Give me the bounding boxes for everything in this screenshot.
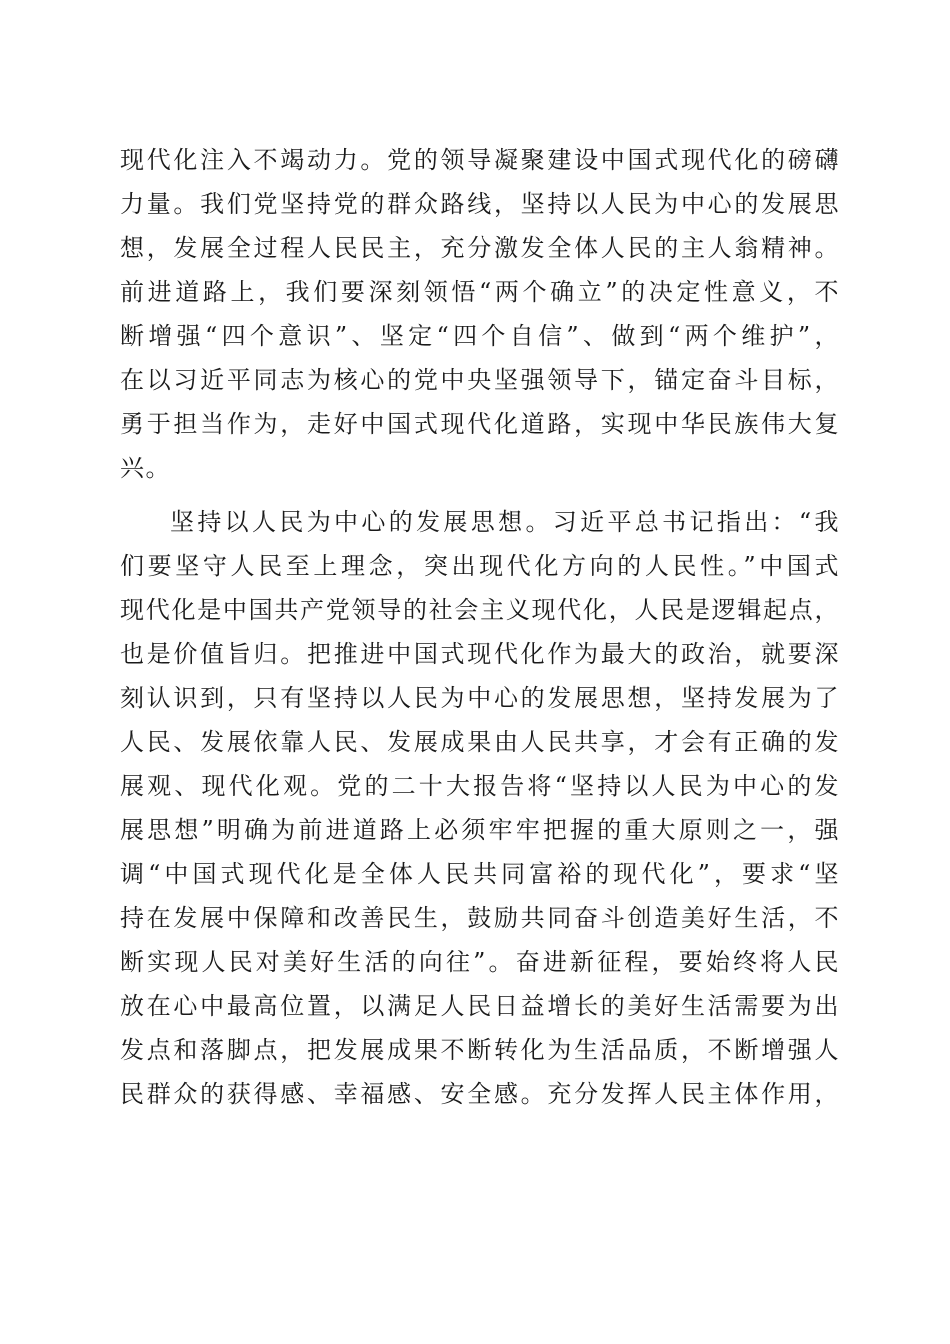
text-line: 展观、现代化观。党的二十大报告将“坚持以人民为中心的发 <box>120 772 840 800</box>
text-line: 展思想”明确为前进道路上必须牢牢把握的重大原则之一，强 <box>120 816 840 844</box>
text-line: 断实现人民对美好生活的向往”。奋进新征程，要始终将人民 <box>120 948 840 976</box>
text-line: 放在心中最高位置，以满足人民日益增长的美好生活需要为出 <box>120 992 840 1020</box>
text-line: 力量。我们党坚持党的群众路线，坚持以人民为中心的发展思 <box>120 190 840 218</box>
text-line: 前进道路上，我们要深刻领悟“两个确立”的决定性意义，不 <box>120 278 840 306</box>
text-line: 想，发展全过程人民民主，充分激发全体人民的主人翁精神。 <box>120 234 840 262</box>
text-line: 现代化是中国共产党领导的社会主义现代化，人民是逻辑起点， <box>120 596 840 624</box>
text-line: 坚持以人民为中心的发展思想。习近平总书记指出：“我 <box>170 508 840 536</box>
text-line: 民群众的获得感、幸福感、安全感。充分发挥人民主体作用， <box>120 1080 840 1108</box>
text-line: 调“中国式现代化是全体人民共同富裕的现代化”，要求“坚 <box>120 860 840 888</box>
text-line: 们要坚守人民至上理念，突出现代化方向的人民性。”中国式 <box>120 552 840 580</box>
text-line: 也是价值旨归。把推进中国式现代化作为最大的政治，就要深 <box>120 640 840 668</box>
text-line: 断增强“四个意识”、坚定“四个自信”、做到“两个维护”， <box>120 322 840 350</box>
text-line: 持在发展中保障和改善民生，鼓励共同奋斗创造美好生活，不 <box>120 904 840 932</box>
text-line: 在以习近平同志为核心的党中央坚强领导下，锚定奋斗目标， <box>120 366 840 394</box>
text-line: 兴。 <box>120 454 171 482</box>
text-line: 刻认识到，只有坚持以人民为中心的发展思想，坚持发展为了 <box>120 684 840 712</box>
text-line: 人民、发展依靠人民、发展成果由人民共享，才会有正确的发 <box>120 728 840 756</box>
text-line: 勇于担当作为，走好中国式现代化道路，实现中华民族伟大复 <box>120 410 840 438</box>
text-line: 发点和落脚点，把发展成果不断转化为生活品质，不断增强人 <box>120 1036 840 1064</box>
text-line: 现代化注入不竭动力。党的领导凝聚建设中国式现代化的磅礴 <box>120 146 840 174</box>
